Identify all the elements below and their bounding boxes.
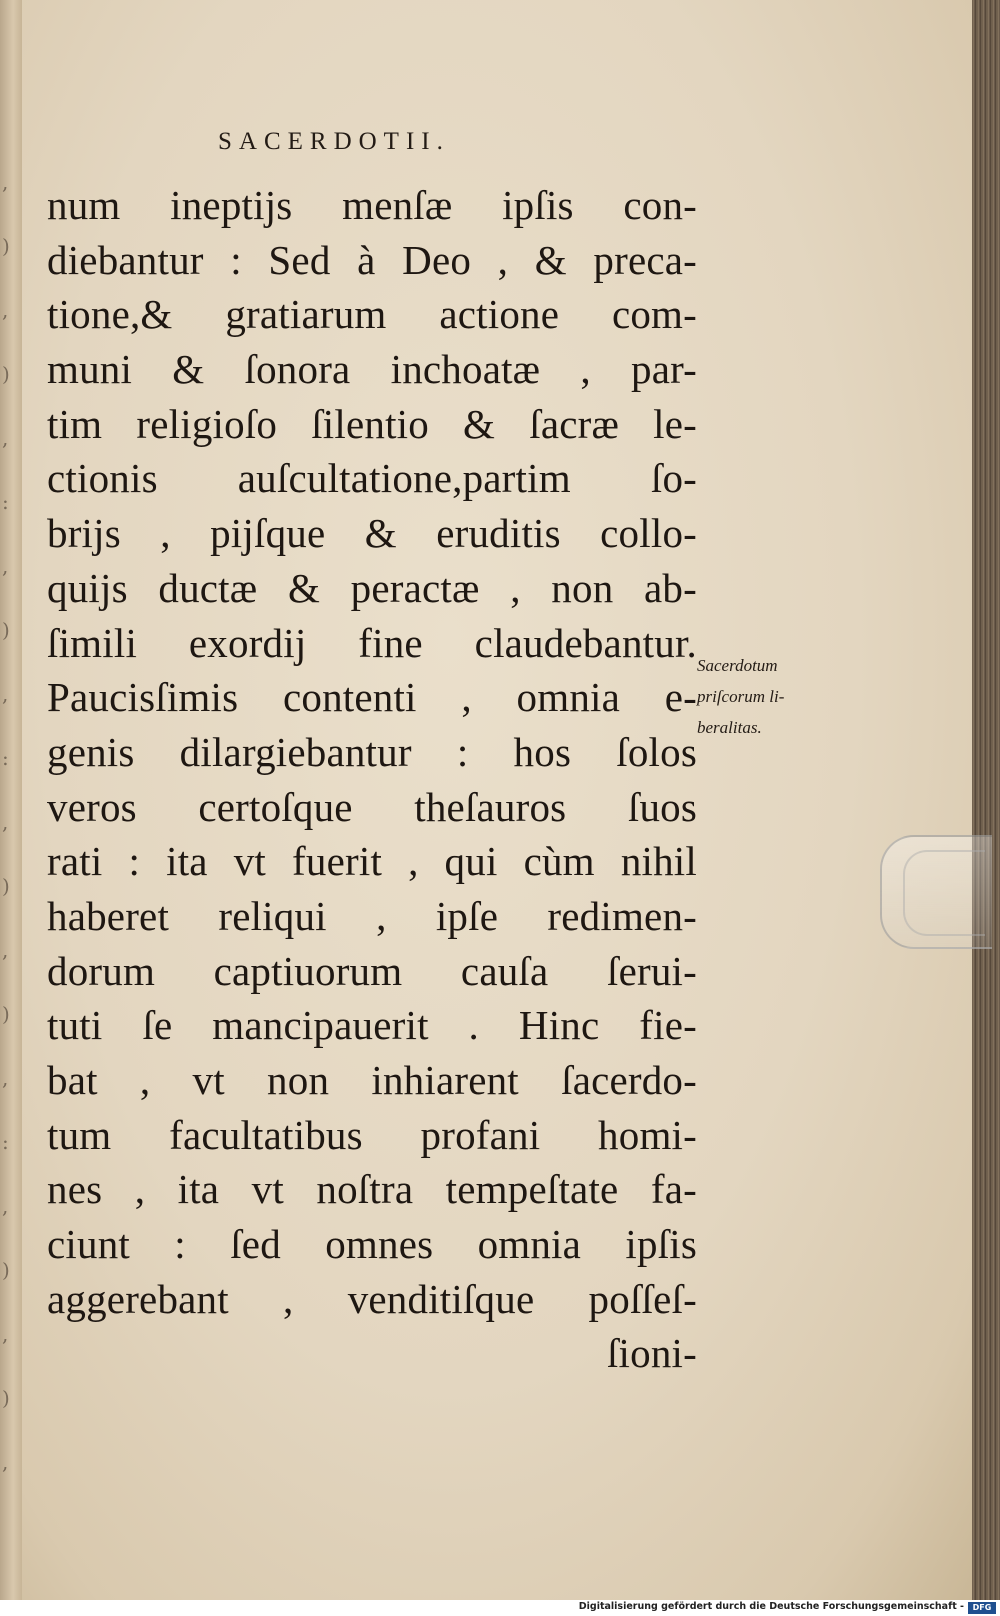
- text-line: veros certoſque theſauros ſuos: [47, 783, 697, 830]
- text-line: genis dilargiebantur : hos ſolos: [47, 728, 697, 775]
- text-line: tuti ſe mancipauerit . Hinc fie-: [47, 1002, 697, 1049]
- text-line: Paucisſimis contenti , omnia e-: [47, 674, 697, 721]
- marginal-note-line: Sacerdotum: [697, 656, 778, 675]
- running-head: SACERDOTII.: [218, 128, 450, 155]
- marginal-note-line: beralitas.: [697, 718, 762, 737]
- dfg-logo: DFG: [968, 1602, 996, 1614]
- page-clip-inner: [903, 850, 985, 936]
- text-line: haberet reliqui , ipſe redimen-: [47, 892, 697, 939]
- digitization-credit: Digitalisierung gefördert durch die Deutsche Forschungsgemeinschaft -: [578, 1601, 964, 1612]
- text-line: num ineptijs menſæ ipſis con-: [47, 182, 697, 228]
- body-text: [47, 178, 697, 1381]
- text-line: bat , vt non inhiarent ſacerdo-: [47, 1057, 697, 1103]
- text-line: aggerebant , venditiſque poſſeſ-: [47, 1275, 697, 1322]
- page-edges: [972, 0, 1000, 1600]
- text-line: ſimili exordij fine claudebantur.: [47, 619, 697, 666]
- text-line: nes , ita vt noſtra tempeſtate fa-: [47, 1166, 697, 1213]
- text-line: tum facultatibus profani homi-: [47, 1111, 697, 1158]
- text-line: tione,& gratiarum actione com-: [47, 291, 697, 338]
- text-line: ctionis auſcultatione,partim ſo-: [47, 455, 697, 502]
- catchword-line: ſioni-: [606, 1330, 697, 1377]
- text-line: rati : ita vt fuerit , qui cùm nihil: [47, 838, 697, 885]
- text-line: brijs , pijſque & eruditis collo-: [47, 510, 697, 557]
- text-line: dorum captiuorum cauſa ſerui-: [47, 947, 697, 994]
- text-line: diebantur : Sed à Deo , & preca-: [47, 236, 697, 283]
- text-line: quijs ductæ & peractæ , non ab-: [47, 564, 697, 611]
- text-line: muni & ſonora inchoatæ , par-: [47, 346, 697, 393]
- marginal-note-line: priſcorum li-: [697, 687, 785, 706]
- left-gutter-previous-page: [0, 0, 22, 1600]
- text-line: tim religioſo ſilentio & ſacræ le-: [47, 400, 697, 447]
- gutter-show-through-marks: , ) , ) , : , ) , : , ) , ) , : , ) , ) ,: [2, 170, 10, 1474]
- marginal-note: [697, 650, 847, 743]
- text-line: ciunt : ſed omnes omnia ipſis: [47, 1221, 697, 1268]
